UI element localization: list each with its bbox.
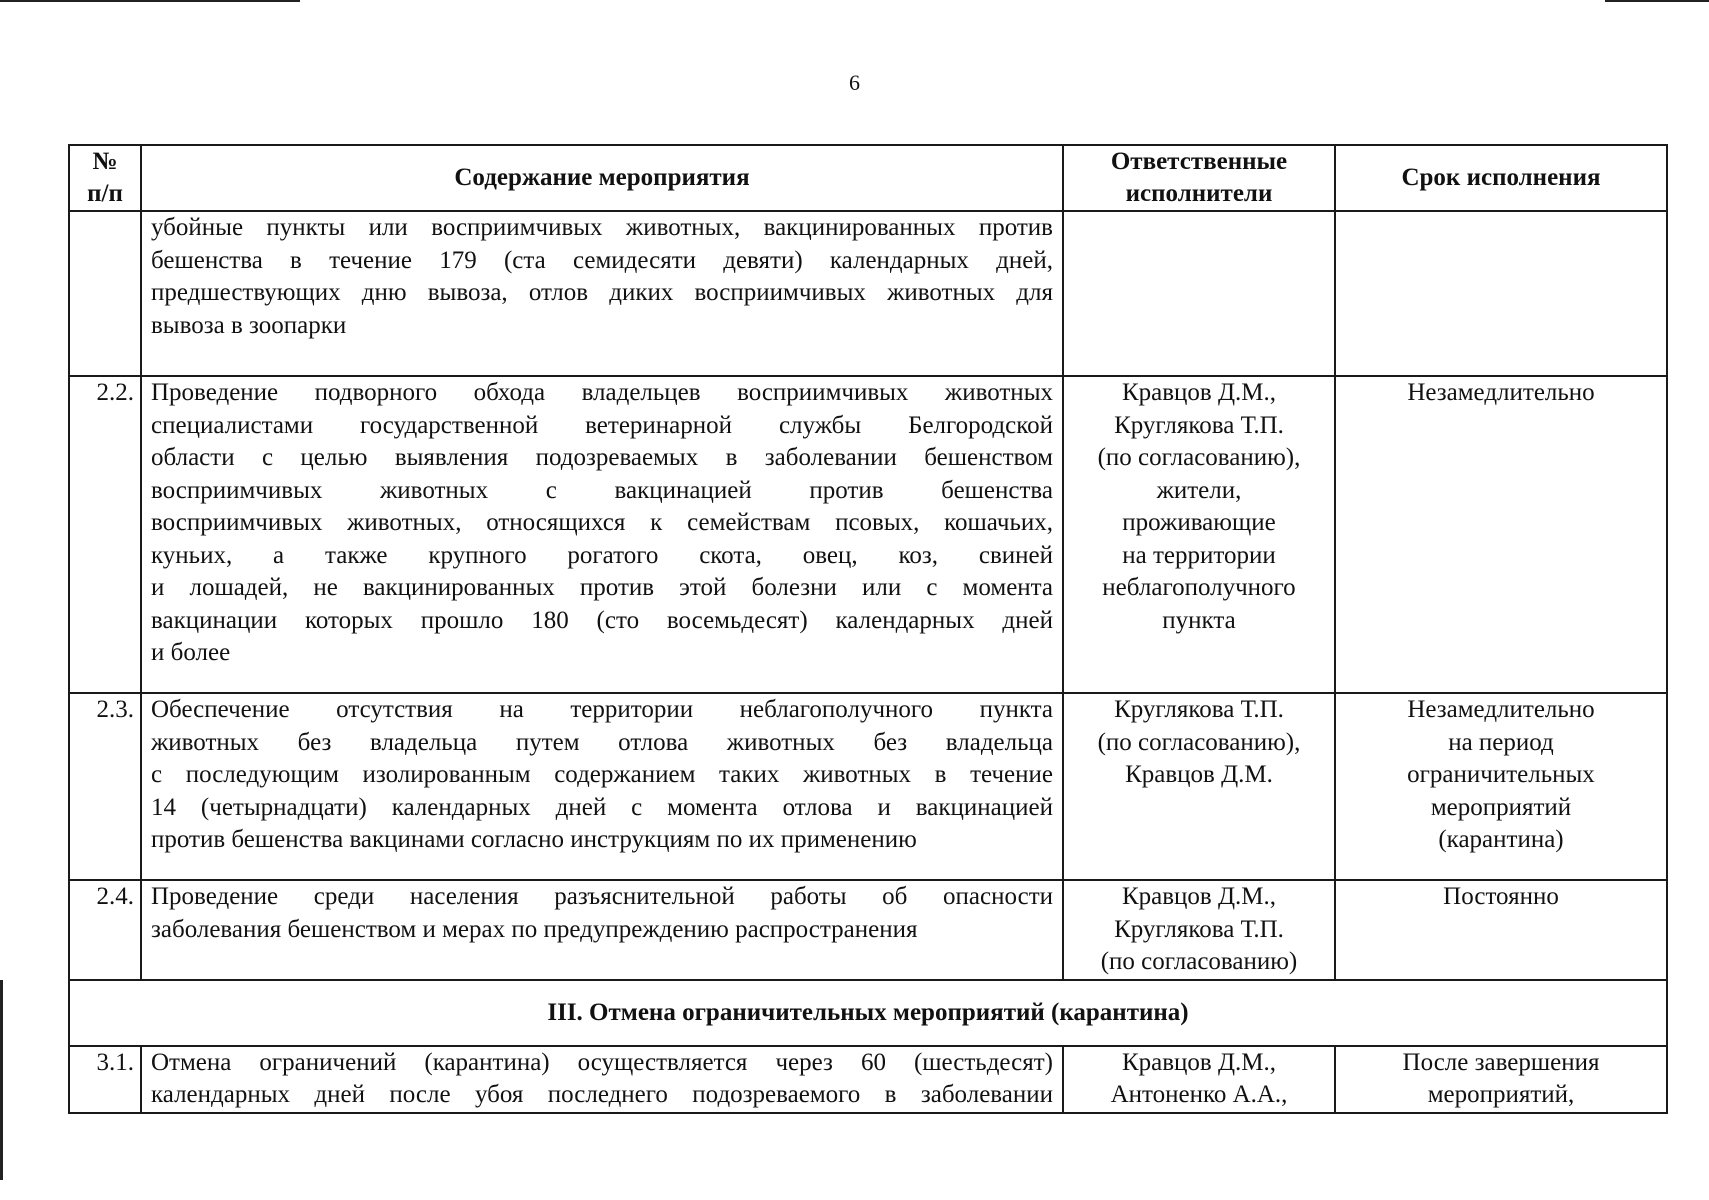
row-responsible	[1063, 1046, 1335, 1113]
content-line: убойные пункты или восприимчивых животных, вакцинированных против	[151, 214, 1053, 241]
table-row	[69, 211, 1667, 376]
term-line: Незамедлительно	[1407, 379, 1595, 406]
content-line: вакцинации которых прошло 180 (сто восемьдесят) календарных дней	[151, 606, 1053, 634]
content-line: и более	[151, 639, 231, 666]
term-line: на период	[1448, 728, 1554, 756]
content-line: восприимчивых животных с вакцинацией против бешенства	[151, 476, 1053, 504]
term-line: После завершения	[1402, 1048, 1600, 1076]
term-line: Незамедлительно	[1407, 696, 1595, 723]
header-responsible-line1: Ответственные	[1110, 148, 1288, 175]
responsible-line: Кравцов Д.М.	[1125, 761, 1273, 788]
row-term	[1335, 1046, 1667, 1113]
header-responsible-line2: исполнители	[1125, 180, 1273, 207]
content-line: бешенства в течение 179 (ста семидесяти девяти) календарных дней,	[151, 246, 1053, 274]
responsible-line: (по согласованию)	[1100, 948, 1298, 975]
responsible-line: пункта	[1162, 606, 1236, 634]
responsible-line: (по согласованию),	[1097, 444, 1301, 471]
row-term	[1335, 376, 1667, 693]
content-line: специалистами государственной ветеринарной службы Белгородской	[151, 411, 1053, 439]
header-num	[69, 145, 141, 211]
row-content	[141, 880, 1063, 980]
row-num: 2.2.	[69, 376, 141, 693]
row-term	[1335, 211, 1667, 376]
row-term	[1335, 693, 1667, 880]
term-line: мероприятий,	[1427, 1081, 1575, 1108]
section-title: III. Отмена ограничительных мероприятий (карантина)	[69, 980, 1667, 1046]
row-term	[1335, 880, 1667, 980]
responsible-line: Антоненко А.А.,	[1110, 1081, 1288, 1108]
responsible-line: Кравцов Д.М.,	[1121, 379, 1277, 406]
row-responsible	[1063, 880, 1335, 980]
term-line: (карантина)	[1438, 826, 1564, 853]
row-responsible	[1063, 211, 1335, 376]
term-line: ограничительных	[1407, 761, 1595, 788]
action-plan-table	[68, 144, 1668, 1114]
content-line: и лошадей, не вакцинированных против этой болезни или с момента	[151, 574, 1053, 601]
term-line: мероприятий	[1430, 793, 1572, 821]
row-content	[141, 1046, 1063, 1113]
table-row	[69, 1046, 1667, 1113]
responsible-line: Круглякова Т.П.	[1114, 411, 1284, 439]
responsible-line: (по согласованию),	[1097, 728, 1301, 756]
content-line: с последующим изолированным содержанием таких животных в течение	[151, 761, 1053, 788]
responsible-line: неблагополучного	[1102, 574, 1296, 601]
content-line: Проведение подворного обхода владельцев восприимчивых животных	[151, 379, 1053, 406]
table-row	[69, 693, 1667, 880]
row-responsible	[1063, 693, 1335, 880]
content-line: заболевания бешенством и мерах по предупреждению распространения	[151, 915, 918, 943]
row-responsible	[1063, 376, 1335, 693]
header-responsible	[1063, 145, 1335, 211]
row-content	[141, 693, 1063, 880]
content-line: восприимчивых животных, относящихся к семействам псовых, кошачьих,	[151, 509, 1053, 536]
row-content	[141, 211, 1063, 376]
header-term: Срок исполнения	[1335, 145, 1667, 211]
row-content	[141, 376, 1063, 693]
content-line: Отмена ограничений (карантина) осуществляется через 60 (шестьдесят)	[151, 1048, 1053, 1076]
header-num-line2: п/п	[87, 180, 123, 207]
responsible-line: Круглякова Т.П.	[1114, 696, 1284, 723]
table-row	[69, 880, 1667, 980]
row-num	[69, 211, 141, 376]
scan-artifact-top-right	[1605, 0, 1709, 2]
responsible-line: Круглякова Т.П.	[1114, 915, 1284, 943]
scan-artifact-left-edge	[0, 980, 3, 1180]
row-num: 3.1.	[69, 1046, 141, 1113]
content-line: против бешенства вакцинами согласно инструкциям по их применению	[151, 826, 917, 853]
content-line: куньих, а также крупного рогатого скота, овец, коз, свиней	[151, 541, 1053, 569]
content-line: Обеспечение отсутствия на территории неблагополучного пункта	[151, 696, 1053, 723]
table-row	[69, 376, 1667, 693]
header-content: Содержание мероприятия	[141, 145, 1063, 211]
scan-artifact-top-left	[0, 0, 300, 2]
section-row	[69, 980, 1667, 1046]
responsible-line: Кравцов Д.М.,	[1121, 1048, 1277, 1076]
responsible-line: на территории	[1122, 541, 1276, 569]
table-header-row	[69, 145, 1667, 211]
content-line: Проведение среди населения разъяснительной работы об опасности	[151, 883, 1053, 910]
content-line: предшествующих дню вывоза, отлов диких восприимчивых животных для	[151, 279, 1053, 306]
header-num-line1: №	[92, 148, 118, 175]
row-num: 2.4.	[69, 880, 141, 980]
content-line: вывоза в зоопарки	[151, 311, 347, 339]
content-line: области с целью выявления подозреваемых в заболевании бешенством	[151, 444, 1053, 471]
responsible-line: жители,	[1156, 476, 1242, 504]
content-line: календарных дней после убоя последнего подозреваемого в заболевании	[151, 1081, 1053, 1108]
content-line: 14 (четырнадцати) календарных дней с момента отлова и вакцинацией	[151, 793, 1053, 821]
responsible-line: Кравцов Д.М.,	[1121, 883, 1277, 910]
term-line: Постоянно	[1443, 883, 1559, 910]
content-line: животных без владельца путем отлова животных без владельца	[151, 728, 1053, 756]
row-num: 2.3.	[69, 693, 141, 880]
page-number: 6	[849, 70, 860, 95]
responsible-line: проживающие	[1122, 509, 1276, 536]
